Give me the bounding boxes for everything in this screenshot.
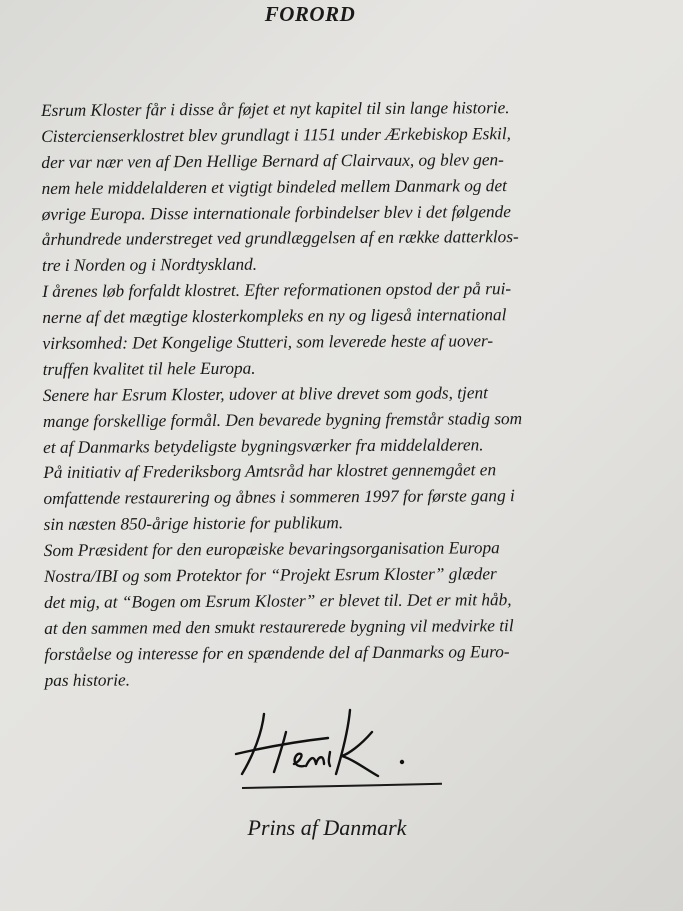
text-line: at den sammen med den smukt restaurerede bygning vil medvirke til — [44, 615, 514, 638]
text-line: øvrige Europa. Disse internationale forbindelser blev i det følgende — [41, 201, 512, 224]
text-line: Esrum Kloster får i disse år føjet et nyt kapitel til sin lange historie. — [41, 98, 510, 120]
signature-drawing — [232, 702, 432, 792]
text-line: et af Danmarks betydeligste bygningsværker fra middelalderen. — [43, 434, 484, 457]
text-line: det mig, at “Bogen om Esrum Kloster” er blevet til. Det er mit håb, — [44, 590, 512, 612]
text-line: På initiativ af Frederiksborg Amtsråd har klostret gennemgået en — [43, 460, 497, 483]
text-line: omfattende restaurering og åbnes i sommeren 1997 for første gang i — [43, 486, 515, 509]
text-line: nerne af det mægtige klosterkompleks en ny og ligeså international — [42, 305, 507, 328]
signer-title: Prins af Danmark — [247, 815, 407, 840]
text-line: der var nær ven af Den Hellige Bernard af Clairvaux, og blev gen- — [41, 149, 504, 172]
text-line: mange forskellige formål. Den bevarede bygning fremstår stadig som — [42, 408, 523, 431]
text-line: I årenes løb forfaldt klostret. Efter reformationen opstod der på rui- — [42, 279, 512, 302]
text-line: Som Præsident for den europæiske bevaringsorganisation Europa — [43, 538, 500, 561]
page-title: FORORD — [264, 2, 356, 26]
handwritten-signature — [232, 702, 432, 812]
text-line: virksomhed: Det Kongelige Stutteri, som leverede heste af uover- — [42, 331, 494, 354]
text-line: nem hele middelalderen et vigtigt bindeled mellem Danmark og det — [41, 175, 507, 198]
text-line: sin næsten 850-årige historie for publikum. — [43, 513, 344, 535]
text-line: pas historie. — [44, 670, 131, 690]
foreword-text — [41, 94, 625, 693]
text-line: forståelse og interesse for en spændende del af Danmarks og Euro- — [44, 641, 510, 664]
text-line: århundrede understreget ved grundlæggelsen af en række datterklos- — [41, 227, 519, 250]
text-line: Senere har Esrum Kloster, udover at blive drevet som gods, tjent — [42, 383, 488, 405]
text-line: tre i Norden og i Nordtyskland. — [41, 255, 258, 276]
text-line: Nostra/IBI og som Protektor for “Projekt Esrum Kloster” glæder — [43, 564, 497, 587]
text-line: Cistercienserklostret blev grundlagt i 1151 under Ærkebiskop Eskil, — [41, 124, 512, 146]
text-line: truffen kvalitet til hele Europa. — [42, 358, 256, 379]
